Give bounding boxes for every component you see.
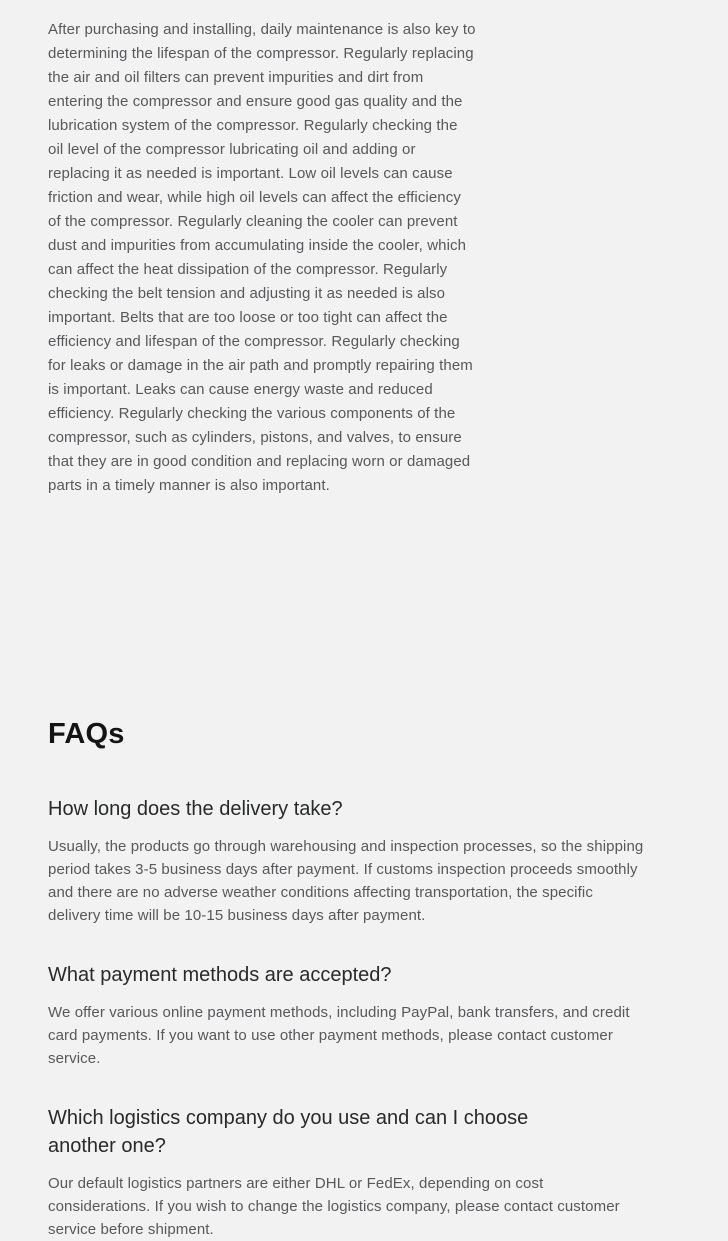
faq-answer-delivery-time: Usually, the products go through warehousing and inspection processes, so the shipping period takes 3-5 business days after payment. If customs inspection proceeds smoothly and there are no adverse weather conditions affecting transportation, the specific delivery time will be 10-15 business days after payment. xyxy=(48,838,644,924)
faq-item-logistics-company xyxy=(48,1104,688,1241)
faq-item-delivery-time xyxy=(48,795,688,927)
maintenance-intro-paragraph: After purchasing and installing, daily maintenance is also key to determining the lifespan of the compressor. Regularly replacing the air and oil filters can prevent impurities and dirt from entering the compressor and ensure good gas quality and the lubrication system of the compressor. Regularly checking the oil level of the compressor lubricating oil and adding or replacing it as needed is important. Low oil levels can cause friction and wear, while high oil levels can affect the efficiency of the compressor. Regularly cleaning the cooler can prevent dust and impurities from accumulating inside the cooler, which can affect the heat dissipation of the compressor. Regularly checking the belt tension and adjusting it as needed is also important. Belts that are too loose or too tight can affect the efficiency and lifespan of the compressor. Regularly checking for leaks or damage in the air path and promptly repairing them is important. Leaks can cause energy waste and reduced efficiency. Regularly checking the various components of the compressor, such as cylinders, pistons, and valves, to ensure that they are in good condition and replacing worn or damaged parts in a timely manner is also important. xyxy=(48,21,476,494)
faq-section-title: FAQs xyxy=(48,718,125,750)
faq-question-payment-methods: What payment methods are accepted? xyxy=(48,964,392,986)
faq-answer-payment-methods: We offer various online payment methods, including PayPal, bank transfers, and credit card payments. If you want to use other payment methods, please contact customer service. xyxy=(48,1004,630,1067)
faq-answer-logistics-company: Our default logistics partners are either DHL or FedEx, depending on cost considerations. If you wish to change the logistics company, please contact customer service before shipment. xyxy=(48,1175,620,1238)
faq-question-delivery-time: How long does the delivery take? xyxy=(48,798,343,820)
maintenance-intro-section xyxy=(48,18,688,498)
faq-section xyxy=(48,717,688,1241)
faq-question-logistics-company: Which logistics company do you use and can I choose another one? xyxy=(48,1107,529,1157)
faq-item-payment-methods xyxy=(48,961,688,1070)
